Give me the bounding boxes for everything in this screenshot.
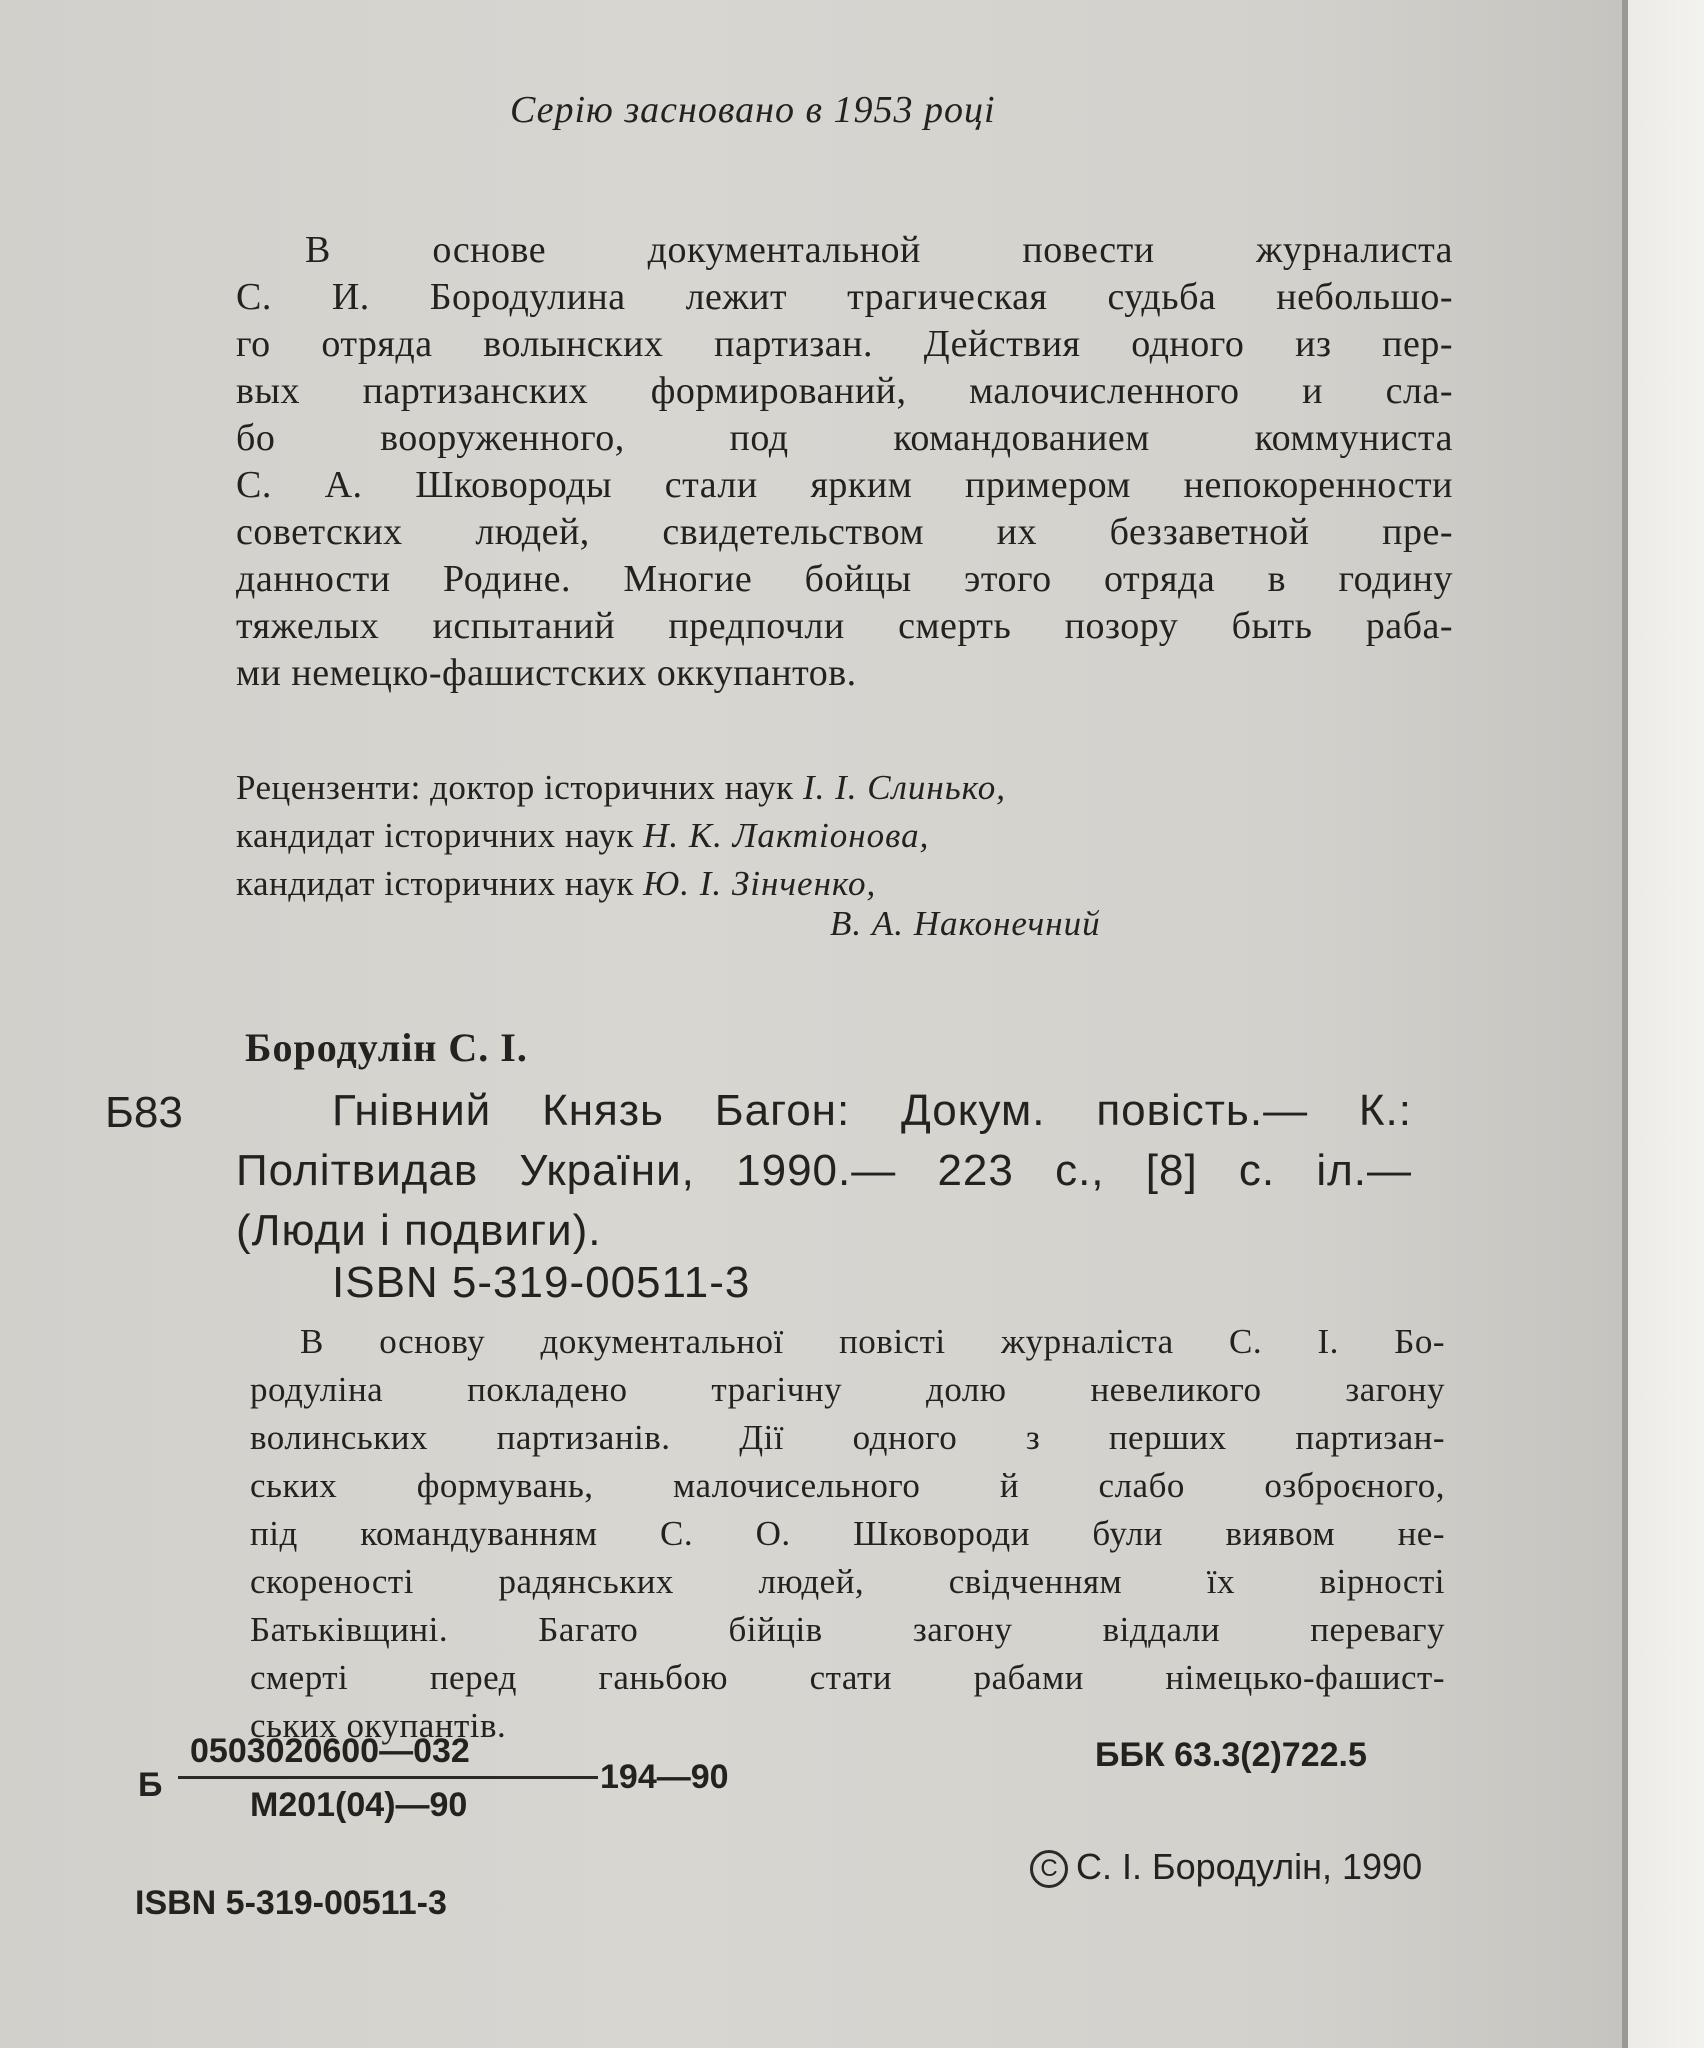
abstract-ru-line: С. И. Бородулина лежит трагическая судьба небольшо- [236, 276, 1453, 318]
abstract-ru-line: ми немецко-фашистских оккупантов. [236, 652, 857, 694]
bbk-code: ББК 63.3(2)722.5 [1095, 1736, 1367, 1774]
copyright-text: С. І. Бородулін, 1990 [1076, 1846, 1423, 1887]
abstract-ru-line: тяжелых испытаний предпочли смерть позору быть раба- [236, 605, 1453, 647]
abstract-ru-line: бо вооруженного, под командованием коммуниста [236, 417, 1453, 459]
footer-isbn: ISBN 5-319-00511-3 [135, 1884, 447, 1922]
footer-denominator: М201(04)—90 [250, 1786, 468, 1824]
author-heading: Бородулін С. І. [245, 1025, 528, 1070]
bibliographic-line: (Люди і подвиги). [236, 1206, 602, 1255]
abstract-uk-line: В основу документальної повісті журналіста С. І. Бо- [300, 1322, 1445, 1361]
bibliographic-line: Політвидав України, 1990.— 223 с., [8] с. іл.— [236, 1146, 1412, 1195]
reviewer-name: І. І. Слинько, [802, 768, 1006, 807]
reviewer-name: В. А. Наконечний [830, 904, 1101, 943]
reviewer-line [236, 768, 1006, 808]
footer-numerator: 0503020600—032 [190, 1732, 470, 1770]
reviewer-line [236, 816, 929, 856]
abstract-uk-line: Батьківщині. Багато бійців загону віддали перевагу [250, 1610, 1445, 1649]
abstract-uk-line: волинських партизанів. Дії одного з перших партизан- [250, 1418, 1445, 1457]
reviewer-label: Рецензенти: доктор історичних наук [236, 768, 794, 807]
abstract-uk-line: ських окупантів. [250, 1706, 507, 1745]
abstract-ru-line: советских людей, свидетельством их беззаветной пре- [236, 511, 1453, 553]
abstract-uk-line: скореності радянських людей, свідченням їх вірності [250, 1562, 1445, 1601]
reviewer-name: Ю. І. Зінченко, [643, 864, 877, 903]
reviewer-name: Н. К. Лактіонова, [643, 816, 930, 855]
catalog-code: Б83 [105, 1088, 183, 1137]
abstract-ru-line: вых партизанских формирований, малочисленного и сла- [236, 370, 1453, 412]
reviewer-line [830, 904, 1101, 944]
abstract-uk-line: родуліна покладено трагічну долю невеликого загону [250, 1370, 1445, 1409]
series-note: Серію засновано в 1953 році [510, 89, 996, 131]
reviewer-line [236, 864, 876, 904]
reviewer-label: кандидат історичних наук [236, 816, 634, 855]
copyright-icon: C [1030, 1850, 1068, 1888]
abstract-ru-line: В основе документальной повести журналиста [305, 229, 1453, 271]
isbn-line: ISBN 5-319-00511-3 [332, 1258, 751, 1307]
abstract-uk-line: під командуванням С. О. Шковороди були виявом не- [250, 1514, 1445, 1553]
abstract-ru-line: С. А. Шковороды стали ярким примером непокоренности [236, 464, 1453, 506]
copyright-line [1030, 1846, 1422, 1888]
footer-suffix: 194—90 [600, 1758, 729, 1796]
reviewer-label: кандидат історичних наук [236, 864, 634, 903]
abstract-ru-line: данности Родине. Многие бойцы этого отряда в годину [236, 558, 1453, 600]
fraction-line [178, 1776, 598, 1779]
facing-page [1628, 0, 1704, 2048]
abstract-ru-line: го отряда волынских партизан. Действия одного из пер- [236, 323, 1453, 365]
bibliographic-line: Гнівний Князь Багон: Докум. повість.— К.: [332, 1086, 1412, 1135]
abstract-uk-line: смерті перед ганьбою стати рабами німецько-фашист- [250, 1658, 1445, 1697]
abstract-uk-line: ських формувань, малочисельного й слабо озброєного, [250, 1466, 1445, 1505]
footer-letter: Б [138, 1766, 163, 1804]
